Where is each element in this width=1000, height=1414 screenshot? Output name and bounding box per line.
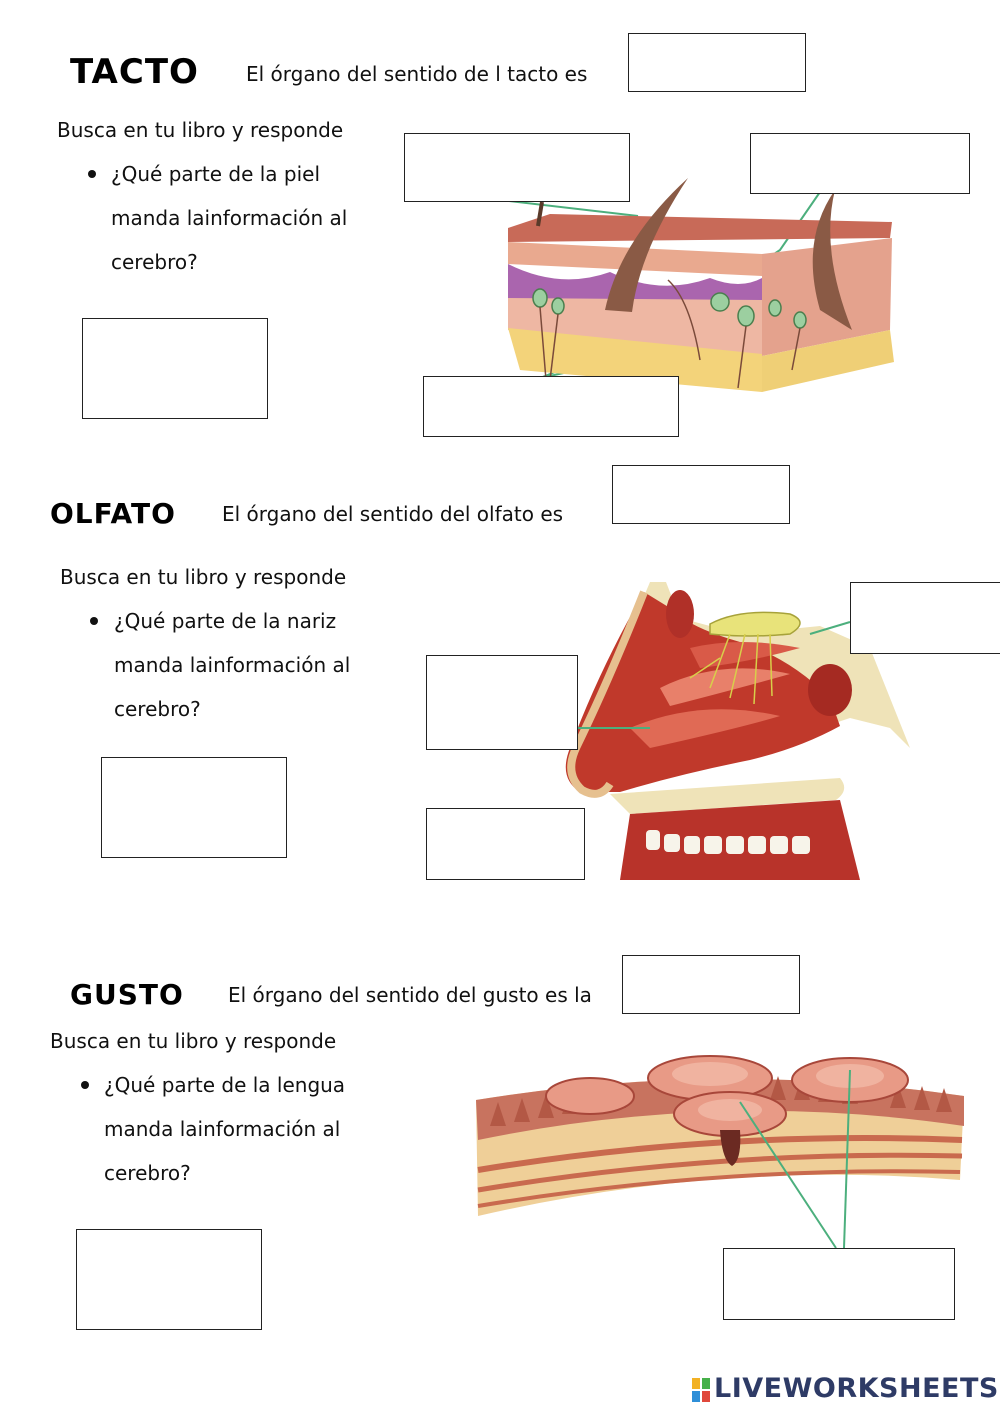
skin-label-box-3[interactable] xyxy=(423,376,679,437)
tacto-question-line: ¿Qué parte de la piel xyxy=(111,162,321,186)
tacto-title: TACTO xyxy=(70,52,199,92)
olfato-organ-answer-box[interactable] xyxy=(612,465,790,524)
tacto-question xyxy=(111,152,347,284)
brand-name: LIVEWORKSHEETS xyxy=(714,1373,999,1404)
olfato-instruction: Busca en tu libro y responde xyxy=(60,565,347,589)
skin-label-box-1[interactable] xyxy=(404,133,630,202)
olfato-question-line: manda lainformación al xyxy=(114,653,351,677)
gusto-bullet xyxy=(81,1081,89,1089)
olfato-title: OLFATO xyxy=(50,497,176,530)
nose-label-box-3[interactable] xyxy=(426,808,585,880)
gusto-question-line: cerebro? xyxy=(104,1161,191,1185)
gusto-instruction: Busca en tu libro y responde xyxy=(50,1029,337,1053)
tacto-question-answer-box[interactable] xyxy=(82,318,268,419)
gusto-prompt: El órgano del sentido del gusto es la xyxy=(228,983,592,1007)
olfato-question-answer-box[interactable] xyxy=(101,757,287,858)
olfato-bullet xyxy=(90,617,98,625)
tacto-organ-answer-box[interactable] xyxy=(628,33,806,92)
tacto-bullet xyxy=(88,170,96,178)
tacto-instruction: Busca en tu libro y responde xyxy=(57,118,344,142)
tacto-prompt: El órgano del sentido de l tacto es xyxy=(246,62,588,86)
skin-label-box-2[interactable] xyxy=(750,133,970,194)
olfactory-bulb xyxy=(710,612,800,636)
tacto-question-line: manda lainformación al xyxy=(111,206,348,230)
tongue-diagram xyxy=(470,1030,970,1250)
olfato-prompt: El órgano del sentido del olfato es xyxy=(222,502,564,526)
gusto-organ-answer-box[interactable] xyxy=(622,955,800,1014)
tacto-question-line: cerebro? xyxy=(111,250,198,274)
gusto-question-line: manda lainformación al xyxy=(104,1117,341,1141)
nose-label-box-1[interactable] xyxy=(850,582,1000,654)
gusto-question-line: ¿Qué parte de la lengua xyxy=(104,1073,346,1097)
gusto-question-answer-box[interactable] xyxy=(76,1229,262,1330)
liveworksheets-logo-icon xyxy=(692,1378,710,1402)
gusto-question xyxy=(104,1063,345,1195)
skin-surface xyxy=(508,214,892,242)
olfato-question-line: ¿Qué parte de la nariz xyxy=(114,609,337,633)
nose-label-box-2[interactable] xyxy=(426,655,578,750)
olfato-question-line: cerebro? xyxy=(114,697,201,721)
tongue-label-box[interactable] xyxy=(723,1248,955,1320)
gusto-title: GUSTO xyxy=(70,978,184,1011)
olfato-question xyxy=(114,599,350,731)
